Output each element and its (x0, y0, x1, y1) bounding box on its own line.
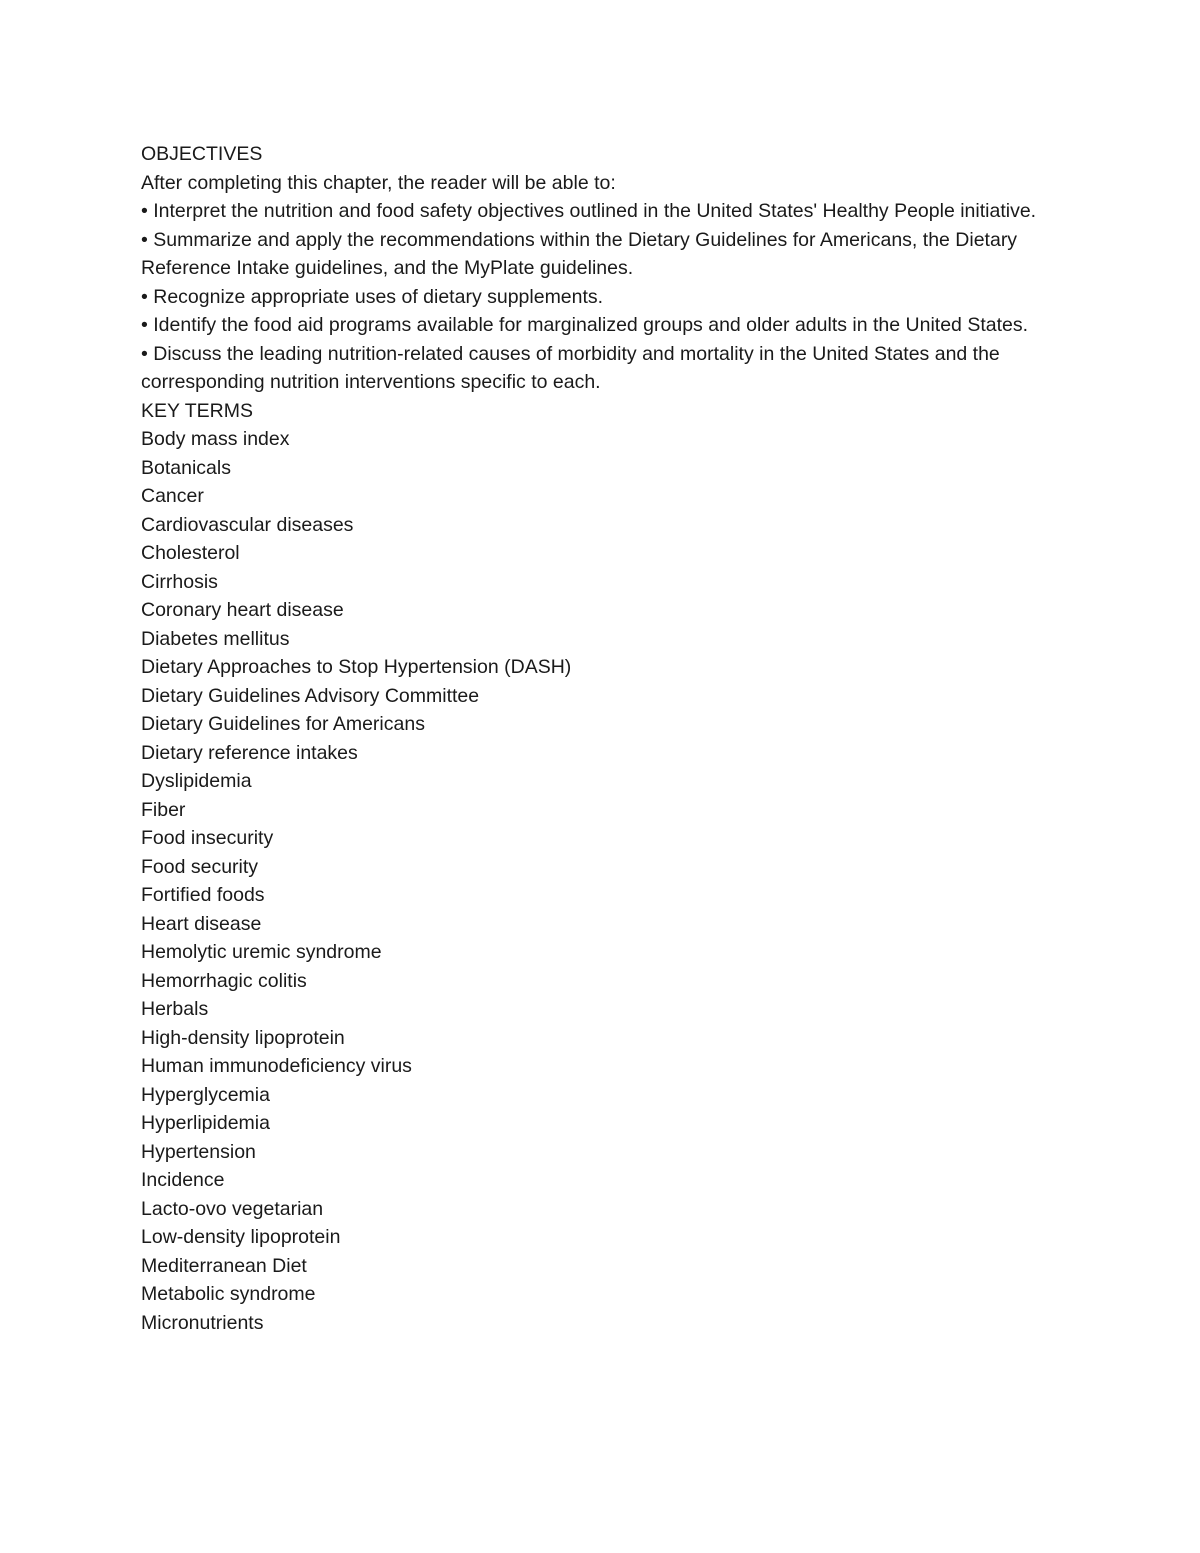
key-term-item: Hemolytic uremic syndrome (141, 941, 382, 963)
key-term-item: Hyperlipidemia (141, 1112, 270, 1134)
key-term-item: Fortified foods (141, 884, 265, 906)
key-term-item: Cirrhosis (141, 570, 218, 593)
key-term-item: Coronary heart disease (141, 599, 344, 621)
key-term-item: Micronutrients (141, 1311, 264, 1334)
key-term-item: Dietary Guidelines for Americans (141, 713, 425, 735)
objective-item: • Recognize appropriate uses of dietary supplements. (141, 285, 604, 308)
key-term-item: Hyperglycemia (141, 1083, 270, 1106)
objective-item: • Summarize and apply the recommendations within the Dietary Guidelines for Americans, the Dietary Reference Intake guidelines, and the MyPlate guidelines. (141, 228, 1018, 279)
objectives-intro: After completing this chapter, the reader will be able to: (141, 171, 616, 194)
objective-item: • Identify the food aid programs available for marginalized groups and older adults in the United States. (141, 314, 1029, 336)
document-page (141, 140, 1066, 1337)
key-term-item: Herbals (141, 998, 209, 1020)
key-terms-heading: KEY TERMS (141, 399, 253, 422)
key-term-item: Hypertension (141, 1140, 256, 1163)
key-term-item: Hemorrhagic colitis (141, 969, 307, 992)
key-term-item: Cholesterol (141, 542, 240, 564)
key-term-item: Human immunodeficiency virus (141, 1055, 412, 1077)
key-term-item: Cancer (141, 485, 204, 507)
objective-item: • Discuss the leading nutrition-related causes of morbidity and mortality in the United States and the corresponding nutrition interventions specific to each. (141, 342, 1000, 393)
key-term-item: Body mass index (141, 428, 290, 450)
objectives-list (141, 197, 1066, 397)
key-term-item: Metabolic syndrome (141, 1283, 316, 1305)
key-term-item: Mediterranean Diet (141, 1254, 307, 1277)
key-term-item: Cardiovascular diseases (141, 513, 354, 536)
key-term-item: Incidence (141, 1169, 225, 1191)
objective-item: • Interpret the nutrition and food safety objectives outlined in the United States' Healthy People initiative. (141, 200, 1037, 222)
key-term-item: Fiber (141, 798, 186, 821)
key-term-item: Food security (141, 855, 259, 878)
key-term-item: Heart disease (141, 912, 262, 935)
key-term-item: Diabetes mellitus (141, 627, 290, 650)
key-term-item: Dietary Guidelines Advisory Committee (141, 684, 480, 707)
key-term-item: Botanicals (141, 456, 231, 479)
key-term-item: Dyslipidemia (141, 770, 252, 792)
key-term-item: Low-density lipoprotein (141, 1226, 341, 1248)
key-term-item: Dietary reference intakes (141, 741, 358, 764)
key-term-item: High-density lipoprotein (141, 1026, 345, 1049)
key-term-item: Food insecurity (141, 827, 274, 849)
key-terms-list (141, 425, 1066, 1337)
key-term-item: Lacto-ovo vegetarian (141, 1197, 324, 1220)
key-term-item: Dietary Approaches to Stop Hypertension (DASH) (141, 656, 572, 678)
objectives-heading: OBJECTIVES (141, 143, 263, 165)
